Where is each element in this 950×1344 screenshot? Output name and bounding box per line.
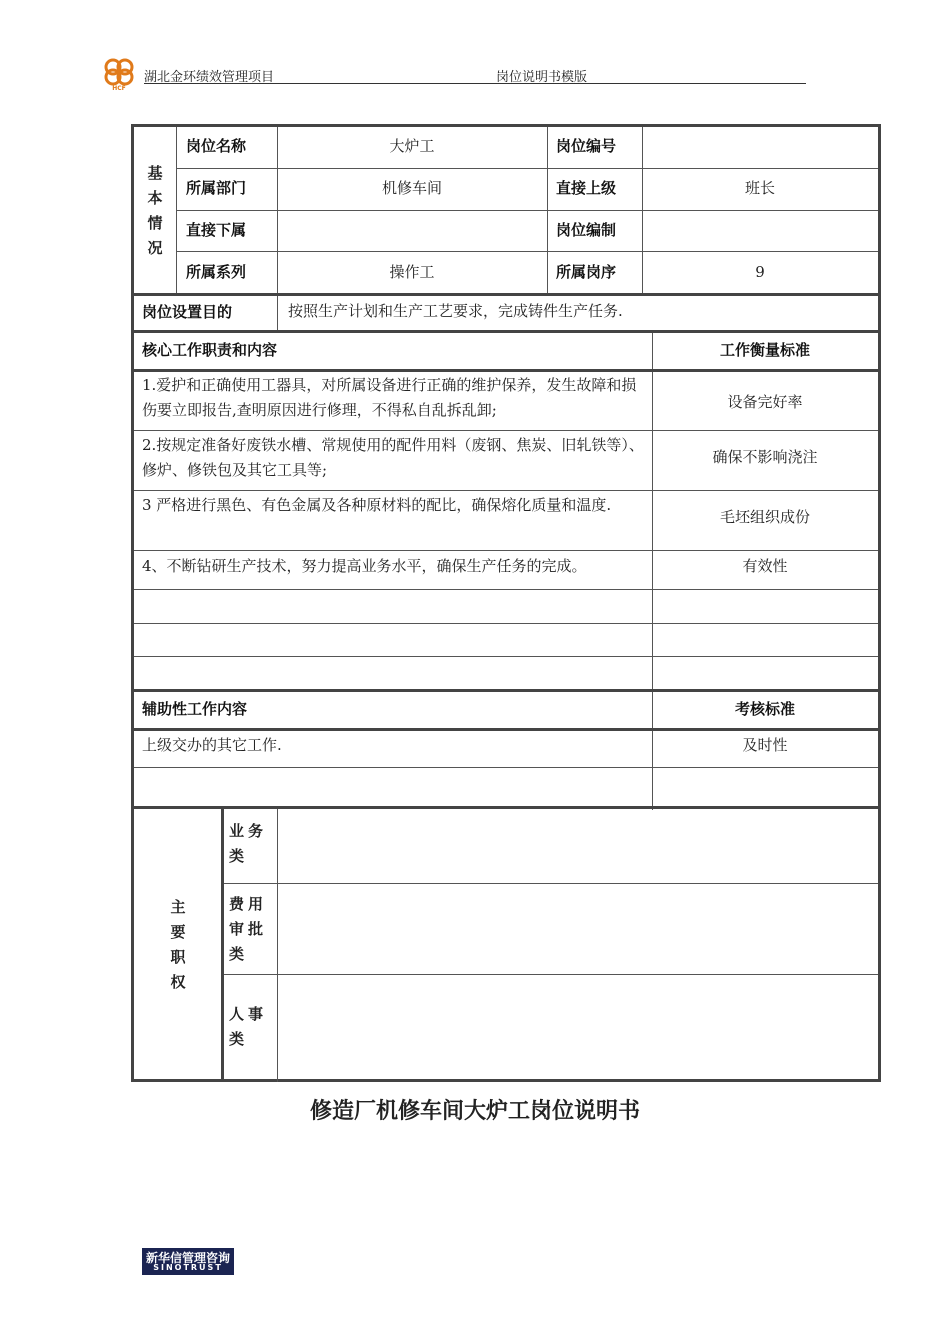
core-duty-4: 4、不断钻研生产技术，努力提高业务水平，确保生产任务的完成。 <box>142 557 587 575</box>
footer-en-text: SINOTRUST <box>153 1263 223 1272</box>
label-supervisor: 直接上级 <box>556 179 617 197</box>
core-standard-header: 工作衡量标准 <box>719 341 810 359</box>
page-header <box>100 55 806 91</box>
label-rank: 所属岗序 <box>556 263 617 281</box>
job-description-form <box>131 124 881 1082</box>
value-series: 操作工 <box>389 263 435 281</box>
document-title: 修造厂机修车间大炉工岗位说明书 <box>309 1099 640 1124</box>
logo-text: HCF <box>112 85 126 91</box>
core-header: 核心工作职责和内容 <box>142 341 278 359</box>
footer-cn-text: 新华信管理咨询 <box>145 1251 230 1265</box>
label-series: 所属系列 <box>186 263 247 281</box>
core-standard-3: 毛坯组织成份 <box>719 508 810 526</box>
auxiliary-standard-header: 考核标准 <box>734 700 795 718</box>
sinotrust-logo <box>142 1248 234 1275</box>
core-standard-4: 有效性 <box>742 557 788 575</box>
auxiliary-item-1: 上级交办的其它工作. <box>142 736 282 754</box>
label-department: 所属部门 <box>186 179 247 197</box>
hcf-logo <box>100 55 140 91</box>
value-purpose: 按照生产计划和生产工艺要求，完成铸件生产任务. <box>288 302 623 320</box>
core-duty-3: 3 严格进行黑色、有色金属及各种原材料的配比，确保熔化质量和温度. <box>142 496 612 514</box>
core-standard-2: 确保不影响浇注 <box>712 448 818 466</box>
authority-label-expense: 费用审批类 <box>229 895 268 963</box>
value-rank: 9 <box>755 263 765 281</box>
auxiliary-header: 辅助性工作内容 <box>142 700 248 718</box>
authority-section-label: 主要职权 <box>170 898 186 991</box>
auxiliary-standard-1: 及时性 <box>742 736 788 754</box>
authority-label-personnel: 人事类 <box>229 1005 268 1048</box>
header-rule <box>144 83 806 84</box>
core-duty-2: 2.按规定准备好废铁水槽、常规使用的配件用料（废钢、焦炭、旧轧铁等）、修炉、修铁包及其它工具等; <box>142 436 644 479</box>
value-supervisor: 班长 <box>744 179 775 197</box>
label-subordinates: 直接下属 <box>186 221 247 239</box>
label-headcount: 岗位编制 <box>556 221 617 239</box>
basic-section-label: 基本情况 <box>147 164 163 257</box>
value-position-name: 大炉工 <box>389 137 435 155</box>
template-name: 岗位说明书模版 <box>496 70 588 85</box>
core-standard-1: 设备完好率 <box>727 393 803 411</box>
label-position-number: 岗位编号 <box>556 137 617 155</box>
core-duty-1: 1.爱护和正确使用工器具，对所属设备进行正确的维护保养，发生故障和损伤要立即报告,查明原因进行修理，不得私自乱拆乱卸; <box>142 376 637 419</box>
label-purpose: 岗位设置目的 <box>142 303 233 321</box>
project-name: 湖北金环绩效管理项目 <box>144 70 275 85</box>
label-position-name: 岗位名称 <box>186 137 247 155</box>
authority-label-business: 业务类 <box>229 822 268 865</box>
value-department: 机修车间 <box>381 179 442 197</box>
